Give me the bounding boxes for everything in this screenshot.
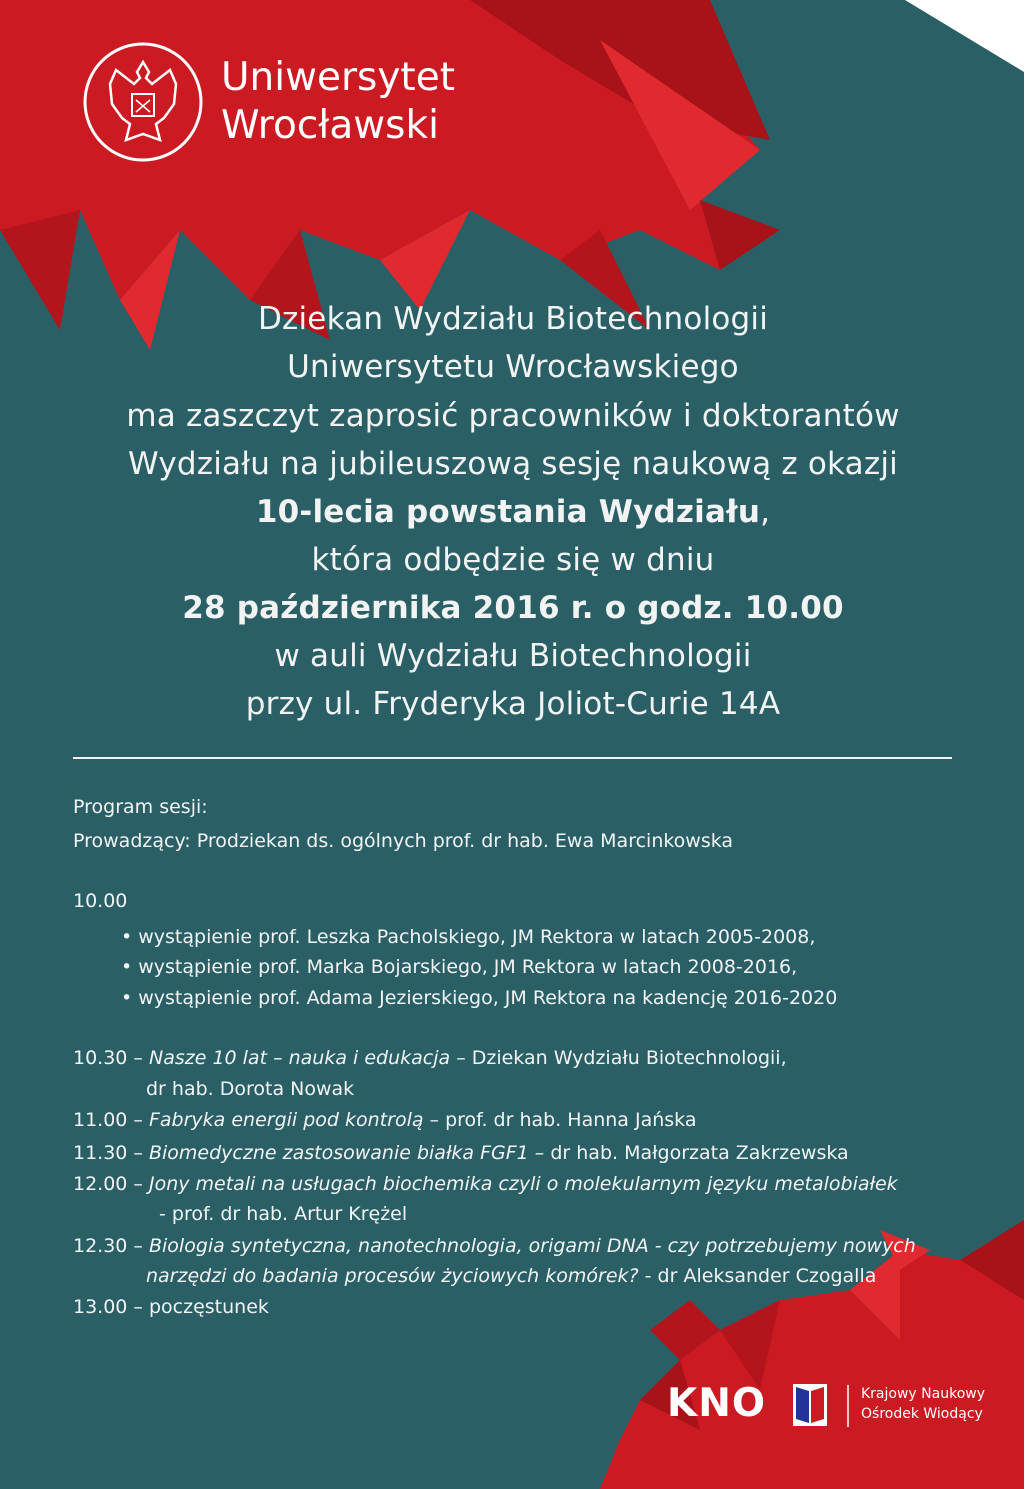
program-item-title: Biologia syntetyczna, nanotechnologia, origami DNA - czy potrzebujemy nowych: [148, 1235, 916, 1257]
event-date: 28 października 2016 r. o godz. 10.00: [182, 590, 844, 626]
program-item-title-continuation: narzędzi do badania procesów życiowych komórek?: [146, 1265, 639, 1287]
program-bullet: • wystąpienie prof. Leszka Pacholskiego, JM Rektora w latach 2005-2008,: [121, 926, 816, 948]
program-item-time: 13.00 –: [73, 1296, 149, 1318]
invitation-line-8: w auli Wydziału Biotechnologii: [274, 638, 752, 674]
kno-name-line2: Ośrodek Wiodący: [861, 1406, 983, 1422]
program-item-time: 11.00 –: [73, 1109, 149, 1131]
event-address: przy ul. Fryderyka Joliot-Curie 14A: [245, 686, 781, 722]
anniversary-comma: ,: [760, 494, 771, 530]
program-item-continuation: [146, 1267, 876, 1286]
program-item-title: poczęstunek: [148, 1296, 269, 1318]
program-item: [73, 1144, 849, 1163]
anniversary-text: 10-lecia powstania Wydziału: [255, 494, 761, 530]
program-item: [73, 1298, 269, 1317]
program-host: Prowadzący: Prodziekan ds. ogólnych prof. dr hab. Ewa Marcinkowska: [73, 830, 734, 852]
program-item-title: Fabryka energii pod kontrolą: [148, 1109, 424, 1131]
program-item-title: Biomedyczne zastosowanie białka FGF1: [148, 1142, 529, 1164]
program-item-speaker: – prof. dr hab. Hanna Jańska: [423, 1109, 697, 1131]
eagle-crest-icon: [76, 40, 211, 165]
invitation-line-5: [0, 494, 1026, 530]
invitation-line-1: Dziekan Wydziału Biotechnologii: [257, 301, 769, 337]
university-name-line1: Uniwersytet: [221, 55, 455, 100]
program-time-first: 10.00: [73, 890, 128, 912]
invitation-line-2: Uniwersytetu Wrocławskiego: [287, 349, 739, 385]
book-icon: [793, 1384, 827, 1426]
program-heading: Program sesji:: [73, 796, 208, 818]
kno-acronym: KNO: [667, 1381, 767, 1426]
program-item: [73, 1237, 916, 1256]
program-item-title: Nasze 10 lat – nauka i edukacja: [148, 1047, 451, 1069]
program-item: [73, 1175, 898, 1194]
kno-name-line1: Krajowy Naukowy: [861, 1386, 985, 1402]
program-item-time: 12.30 –: [73, 1235, 149, 1257]
program-item-title: Jony metali na usługach biochemika czyli o molekularnym języku metalobiałek: [148, 1173, 898, 1195]
program-item: [73, 1049, 787, 1068]
invitation-line-4: Wydziału na jubileuszową sesję naukową z okazji: [128, 446, 898, 482]
program-item-speaker: – dr hab. Małgorzata Zakrzewska: [528, 1142, 849, 1164]
program-bullet: • wystąpienie prof. Marka Bojarskiego, JM Rektora w latach 2008-2016,: [121, 956, 798, 978]
program-item-continuation: - prof. dr hab. Artur Krężel: [159, 1203, 408, 1225]
program-item-speaker: – Dziekan Wydziału Biotechnologii,: [450, 1047, 787, 1069]
section-divider: [73, 757, 952, 759]
program-bullet: • wystąpienie prof. Adama Jezierskiego, JM Rektora na kadencję 2016-2020: [121, 987, 838, 1009]
invitation-line-3: ma zaszczyt zaprosić pracowników i doktorantów: [126, 398, 900, 434]
invitation-line-6: która odbędzie się w dniu: [311, 542, 715, 578]
program-item-time: 12.00 –: [73, 1173, 149, 1195]
program-item-time: 10.30 –: [73, 1047, 149, 1069]
program-item-speaker: - dr Aleksander Czogalla: [638, 1265, 877, 1287]
program-item-time: 11.30 –: [73, 1142, 149, 1164]
program-item-continuation: dr hab. Dorota Nowak: [146, 1078, 355, 1100]
program-item: [73, 1111, 697, 1130]
university-name-line2: Wrocławski: [221, 103, 439, 148]
